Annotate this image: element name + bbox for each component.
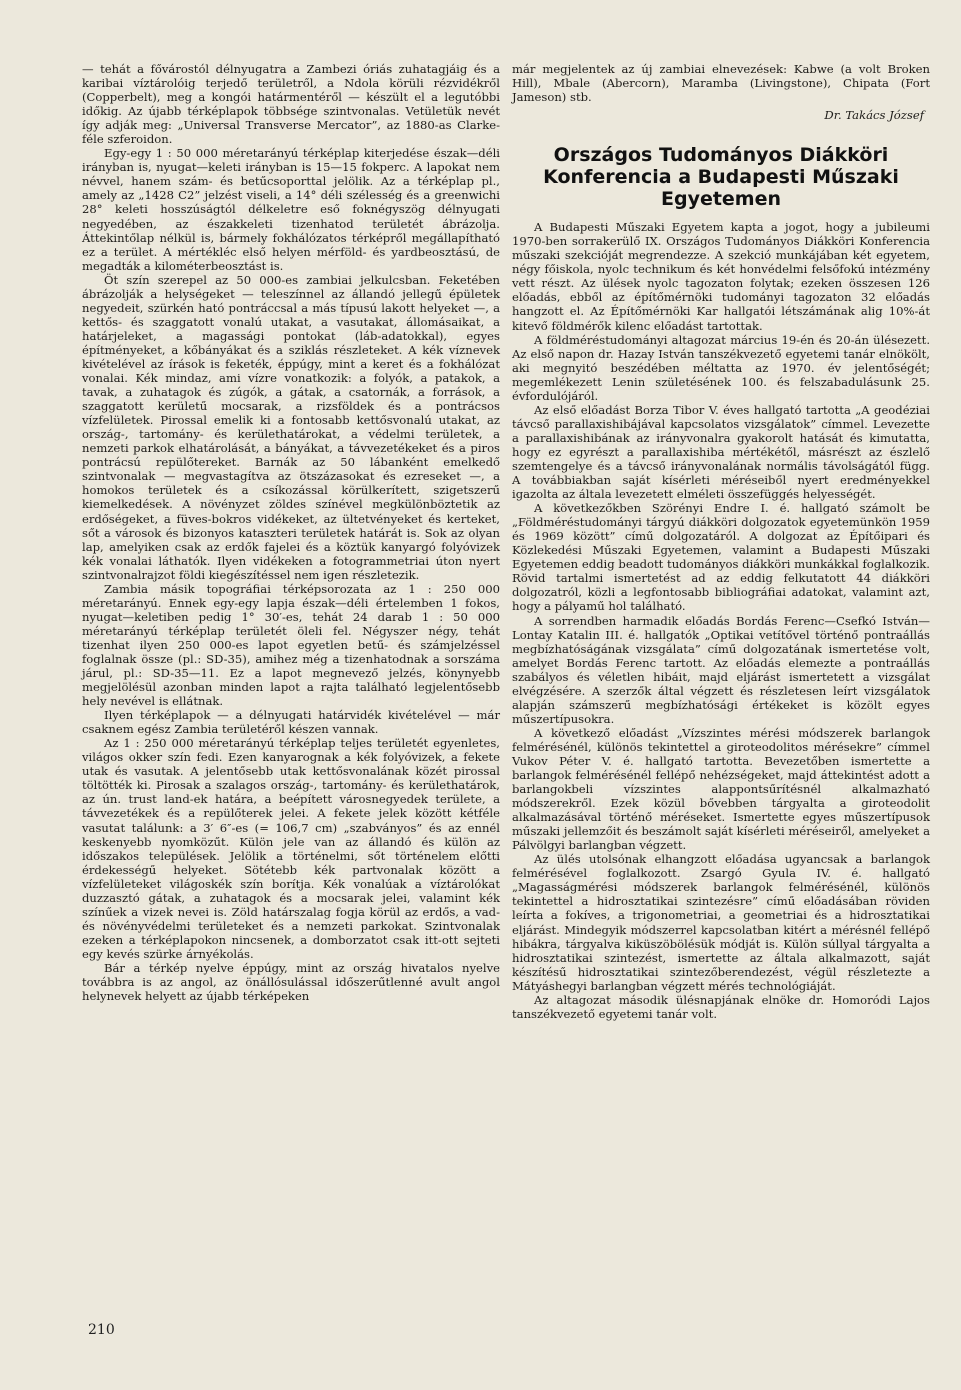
paragraph: Zambia másik topográfiai térképsorozata az 1 : 250 000 méretarányú. Ennek egy-egy lapja észak—déli értelemben 1 fokos, nyugat—keletiben pedig 1° 30′-es, tehát 24 darab 1 : 50 000 méretarányú térképlap területét öleli fel. Négyszer négy, tehát tizenhat ilyen 250 000-es lapot egyetlen betű- és számjelzéssel foglalnak össze (pl.: SD-35), amihez még a tizenhatodnak a sorszáma járul, pl.: SD-35—11. Ez a lapot megnevező jelzés, könynyebb megjelölésül azonban minden lapot a rajta található legjelentősebb hely nevével is ellátnak.	[82, 581, 500, 709]
paragraph: A következőkben Szörényi Endre I. é. hallgató számolt be „Földméréstudományi tárgyú diákköri dolgozatok egyetemünkön 1959 és 1969 között” című dolgozatáról. A dolgozat az Építőipari és Közlekedési Műszaki Egyetemen, valamint a Budapesti Műszaki Egyetemen eddig beadott tudományos diákköri munkákkal foglalkozik. Rövid tartalmi ismertetést ad az eddig felkutatott 44 diákköri dolgozatról, közli a legfontosabb bibliográfiai adatokat, valamint azt, hogy a pályamű hol található.	[512, 501, 930, 614]
paragraph: Az ülés utolsónak elhangzott előadása ugyancsak a barlangok felmérésével foglalkozott. Zsargó Gyula IV. é. hallgató „Magasságmérési módszerek barlangok felmérésénél, különös tekintettel a hidrosztatikai szintezésre” című előadásában röviden leírta a fokíves, a trigonometriai, a geometriai és a hidrosztatikai eljárást. Mindegyik módszerrel kapcsolatban kitért a mérésnél fellépő hibákra, tárgyalva kiküszöbölésük módját is. Külön súllyal tárgyalta a hidrosztatikai szintezést, ismertette az általa alkalmazott, saját készítésű hidrosztatikai szintezőberendezést, végül részletezte a Mátyáshegyi barlangban végzett mérés technológiáját.	[512, 852, 930, 993]
paragraph: Öt szín szerepel az 50 000-es zambiai jelkulcsban. Feketében ábrázolják a helységeket — teleszínnel az állandó jellegű épületek negyedeit, szürkén ható pontráccsal a más típusú lakott helyeket —, a kettős- és szaggatott vonalú utakat, a vasutakat, állomásaikat, a határjeleket, a magassági pontokat (láb-adatokkal), egyes építményeket, a kőbányákat és a sziklás részleteket. A kék víznevek kivételével az írások is feketék, éppúgy, mint a keret és a fokhálózat vonalai. Kék mindaz, ami vízre vonatkozik: a folyók, a patakok, a tavak, a zuhatagok és zúgók, a gátak, a csatornák, a források, a szaggatott kerületű mocsarak, a rizsföldek és a pontrácsos vízfelületek. Pirossal emelik ki a fontosabb kettősvonalú utakat, az ország-, tartomány- és kerülethatárokat, a védelmi területek, a nemzeti parkok elhatárolását, a bányákat, a távvezetékeket és a piros pontrácsú repülőtereket. Barnák az 50 lábanként emelkedő szintvonalak — megvastagítva az ötszázasokat és ezreseket —, a homokos területek és a csíkozással körülkerített, szigetszerű kiemelkedések. A növényzet zöldes színével megkülönböztetik az erdőségeket, a füves-bokros vidékeket, az ültetvényeket és kerteket, sőt a városok és bizonyos kataszteri területek határát is. Sok az olyan lap, amelyiken csak az erdők fajelei és a köztük kanyargó folyóvizek kék vonalai láthatók. Ilyen vidékeken a fotogrammetriai úton nyert szintvonalrajzot földi kiegészítéssel nem igen részletezik.	[82, 272, 500, 582]
right-column	[512, 62, 930, 1021]
paragraph: A következő előadást „Vízszintes mérési módszerek barlangok felmérésénél, különös tekintettel a giroteodolitos mérésekre” címmel Vukov Péter V. é. hallgató tartotta. Bevezetőben ismertette a barlangok felmérésénél fellépő nehézségeket, majd áttekintést adott a barlangokbeli vízszintes alappontsűrítésnél alkalmazható módszerekről. Ezek közül bővebben tárgyalta a giroteodolit alkalmazásával történő méréseket. Ismertette egyes műszertípusok műszaki jellemzőit és beszámolt saját kísérleti méréseiről, amelyeket a Pálvölgyi barlangban végzett.	[512, 725, 930, 853]
left-column	[82, 62, 500, 1003]
paragraph: Az 1 : 250 000 méretarányú térképlap teljes területét egyenletes, világos okker szín fedi. Ezen kanyarognak a kék folyóvizek, a fekete utak és vasutak. A jelentősebb utak kettősvonalának közét pirossal töltötték ki. Pirosak a szalagos ország-, tartomány- és kerülethatárok, az ún. trust land-ek határa, a beépített városnegyedek területe, a távvezetékek és a repülőterek jelei. A fekete jelek között kétféle vasutat találunk: a 3′ 6″-es (= 106,7 cm) „szabványos” és az ennél keskenyebb nyomközűt. Külön jele van az állandó és külön az időszakos települések. Jelölik a történelmi, sőt történelem előtti érdekességű helyeket. Sötétebb kék partvonalak között a vízfelületeket világoskék szín borítja. Kék vonalúak a víztárolókat duzzasztó gátak, a zuhatagok és a mocsarak jelei, valamint kék színűek a vizek nevei is. Zöld határszalag fogja körül az erdős, a vad- és növényvédelmi területeket és a nemzeti parkokat. Szintvonalak ezeken a térképlapokon nincsenek, a domborzatot csak itt-ott sejteti egy kevés szürke árnyékolás.	[82, 736, 500, 961]
page-number: 210	[88, 1322, 115, 1338]
paragraph: A földméréstudományi altagozat március 19-én és 20-án ülésezett. Az első napon dr. Hazay István tanszékvezető egyetemi tanár elnökölt, aki megnyitó beszédében méltatta az 1970. év jelentőségét; megemlékezett Lenin születésének 100. és felszabadulásunk 25. évfordulójáról.	[512, 332, 930, 403]
paragraph: Ilyen térképlapok — a délnyugati határvidék kivételével — már csaknem egész Zambia területéről készen vannak.	[82, 708, 500, 737]
paragraph: — tehát a fővárostól délnyugatra a Zambezi óriás zuhatagjáig és a karibai víztárolóig terjedő területről, a Ndola körüli rézvidékről (Copperbelt), meg a kongói határmentéről — készült el a legutóbbi időkig. Az újabb térképlapok többsége szintvonalas. Vetületük nevét így adják meg: „Universal Transverse Mercator”, az 1880-as Clarke-féle szferoidon.	[82, 62, 500, 147]
author-signature: Dr. Takács József	[824, 108, 924, 123]
paragraph: Az első előadást Borza Tibor V. éves hallgató tartotta „A geodéziai távcső parallaxishibájával kapcsolatos vizsgálatok” címmel. Levezette a parallaxishibának az irányvonalra gyakorolt hatását és kimutatta, hogy ez egyrészt a parallaxishiba mértékétől, másrészt az észlelő szemtengelye és a távcső irányvonalának normális távolságától függ. A továbbiakban saját kísérleti méréseiből nyert eredményekkel igazolta az általa levezetett elméleti összefüggés helyességét.	[512, 402, 930, 502]
article-title-line: Konferencia a Budapesti Műszaki	[543, 166, 899, 189]
paragraph: Az altagozat második ülésnapjának elnöke dr. Homoródi Lajos tanszékvezető egyetemi tanár volt.	[512, 992, 930, 1021]
paragraph-continuation: már megjelentek az új zambiai elnevezések: Kabwe (a volt Broken Hill), Mbale (Abercorn), Maramba (Livingstone), Chipata (Fort Jameson) stb.	[512, 62, 930, 105]
article-title	[512, 144, 930, 210]
article-title-line: Országos Tudományos Diákköri	[553, 144, 889, 167]
article-title-line: Egyetemen	[660, 188, 782, 211]
paragraph: Egy-egy 1 : 50 000 méretarányú térképlap kiterjedése észak—déli irányban is, nyugat—keleti irányban is 15—15 fokperc. A lapokat nem névvel, hanem szám- és betűcsoporttal jelölik. Az a térképlap pl., amely az „1428 C2” jelzést viseli, a 14° déli szélesség és a greenwichi 28° keleti hosszúságtól délkeletre eső foknégyszög délnyugati negyedében, az északkeleti tizenhatod területét ábrázolja. Áttekintőlap nélkül is, bármely fokhálózatos térképről megállapítható ez a terület. A mértékléc első helyen mérföld- és yardbeosztású, de megadták a kilométerbeosztást is.	[82, 146, 500, 273]
paragraph: Bár a térkép nyelve éppúgy, mint az ország hivatalos nyelve továbbra is az angol, az önállósulással időszerűtlenné avult angol helynevek helyett az újabb térképeken	[82, 961, 500, 1004]
paragraph: A sorrendben harmadik előadás Bordás Ferenc—Csefkó István—Lontay Katalin III. é. hallgatók „Optikai vetítővel történő pontraállás megbízhatóságának vizsgálata” című dolgozatának ismertetése volt, amelyet Bordás Ferenc tartott. Az előadás elemezte a pontraállás szabályos és véletlen hibáit, majd eljárást ismertetett a vizsgálat elvégzésére. A szerzők által végzett és részletesen leírt vizsgálatok alapján számszerű megbízhatósági értékeket is közölt egyes műszertípusokra.	[512, 613, 930, 726]
paragraph: A Budapesti Műszaki Egyetem kapta a jogot, hogy a jubileumi 1970-ben sorrakerülő IX. Országos Tudományos Diákköri Konferencia műszaki szekcióját megrendezze. A szekció munkájában két egyetem, négy főiskola, nyolc technikum és két honvédelmi felsőfokú intézmény vett részt. Az ülések nyolc tagozaton folytak; ezeken összesen 126 előadás, ebből az építőmérnöki tudományi tagozaton 32 előadás hangzott el. Az Építőmérnöki Kar hallgatói létszámának alig 10%-át kitevő földmérők kilenc előadást tartottak.	[512, 220, 930, 333]
